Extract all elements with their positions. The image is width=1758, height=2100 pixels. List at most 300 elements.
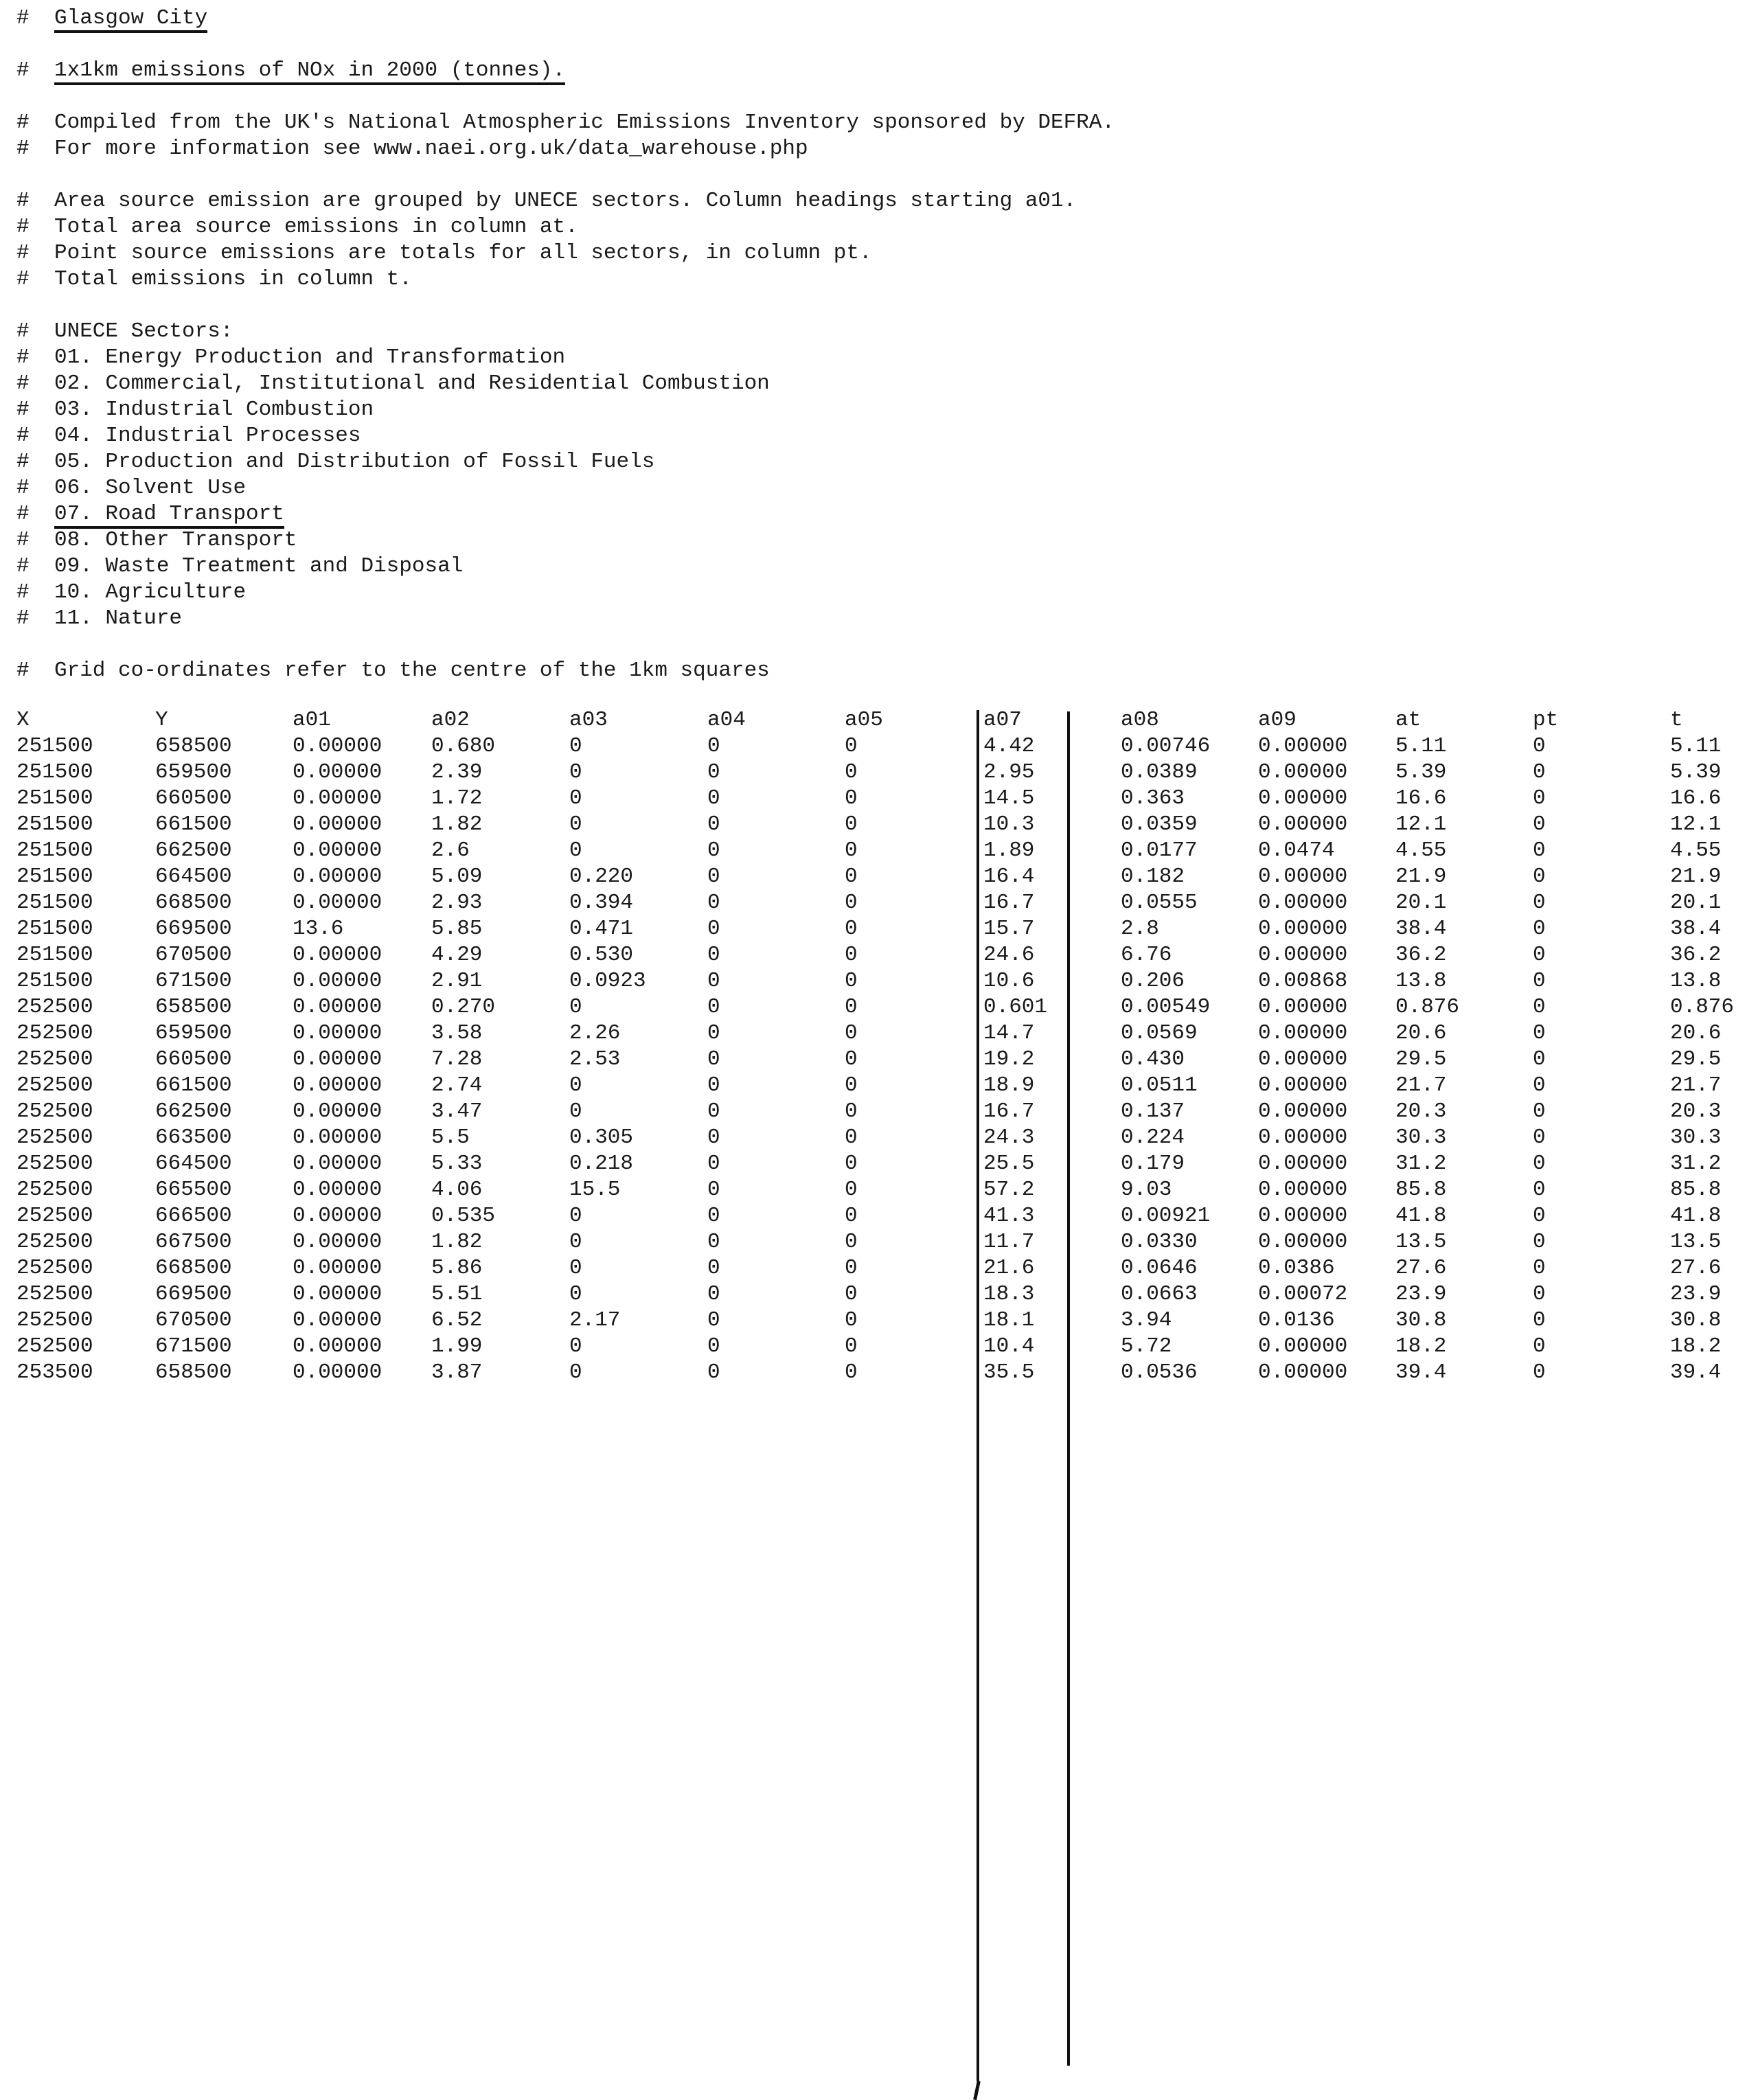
document-header bbox=[16, 5, 1747, 684]
cell-a05: 0 bbox=[845, 1099, 858, 1123]
cell-a09: 0.0474 bbox=[1258, 838, 1335, 863]
cell-a01: 0.00000 bbox=[293, 1021, 383, 1045]
column-header-a03: a03 bbox=[569, 708, 608, 732]
cell-at: 85.8 bbox=[1395, 1178, 1447, 1202]
cell-a09: 0.00000 bbox=[1258, 1021, 1348, 1045]
cell-y: 665500 bbox=[155, 1178, 232, 1202]
sector-item: 10. Agriculture bbox=[54, 580, 247, 604]
cell-y: 669500 bbox=[155, 1282, 232, 1306]
cell-a03: 0.220 bbox=[569, 865, 634, 889]
cell-y: 670500 bbox=[155, 1308, 232, 1332]
cell-a02: 5.86 bbox=[431, 1256, 483, 1280]
column-header-a01: a01 bbox=[293, 708, 331, 732]
cell-x: 251500 bbox=[16, 943, 93, 967]
table-row bbox=[16, 1020, 1747, 1047]
cell-t: 85.8 bbox=[1670, 1178, 1722, 1202]
cell-pt: 0 bbox=[1533, 838, 1546, 863]
cell-a03: 0 bbox=[569, 760, 582, 784]
cell-a03: 0 bbox=[569, 734, 582, 758]
column-header-a08: a08 bbox=[1121, 708, 1159, 732]
cell-a03: 2.17 bbox=[569, 1308, 621, 1332]
cell-x: 252500 bbox=[16, 1204, 93, 1228]
cell-at: 5.39 bbox=[1395, 760, 1447, 784]
comment-mark: # bbox=[16, 189, 30, 213]
cell-a02: 1.99 bbox=[431, 1334, 483, 1358]
cell-a04: 0 bbox=[707, 786, 720, 810]
cell-a08: 0.137 bbox=[1121, 1099, 1185, 1123]
cell-a09: 0.00000 bbox=[1258, 1178, 1348, 1202]
cell-pt: 0 bbox=[1533, 1360, 1546, 1384]
cell-y: 663500 bbox=[155, 1126, 232, 1150]
cell-a01: 0.00000 bbox=[293, 969, 383, 993]
cell-a01: 0.00000 bbox=[293, 1178, 383, 1202]
sector-item: 01. Energy Production and Transformation bbox=[54, 345, 566, 369]
note-line bbox=[16, 214, 1747, 240]
table-row bbox=[16, 1073, 1747, 1099]
cell-a02: 0.535 bbox=[431, 1204, 496, 1228]
cell-a09: 0.00000 bbox=[1258, 786, 1348, 810]
cell-a07: 11.7 bbox=[983, 1230, 1035, 1254]
cell-a07: 35.5 bbox=[983, 1360, 1035, 1384]
comment-mark: # bbox=[16, 267, 30, 291]
comment-mark: # bbox=[16, 424, 30, 448]
cell-a03: 0 bbox=[569, 1230, 582, 1254]
cell-a04: 0 bbox=[707, 734, 720, 758]
cell-a05: 0 bbox=[845, 1178, 858, 1202]
cell-y: 667500 bbox=[155, 1230, 232, 1254]
cell-a07: 2.95 bbox=[983, 760, 1035, 784]
cell-a09: 0.00000 bbox=[1258, 995, 1348, 1019]
comment-mark: # bbox=[16, 476, 30, 500]
cell-t: 5.39 bbox=[1670, 760, 1722, 784]
column-header-a05: a05 bbox=[845, 708, 883, 732]
cell-a09: 0.00000 bbox=[1258, 1334, 1348, 1358]
cell-t: 30.3 bbox=[1670, 1126, 1722, 1150]
cell-x: 252500 bbox=[16, 1099, 93, 1123]
sector-line bbox=[16, 345, 1747, 371]
cell-a09: 0.00000 bbox=[1258, 1047, 1348, 1071]
document-title: 1x1km emissions of NOx in 2000 (tonnes). bbox=[54, 60, 565, 85]
cell-a03: 2.53 bbox=[569, 1047, 621, 1071]
sector-item: 06. Solvent Use bbox=[54, 476, 247, 500]
cell-at: 23.9 bbox=[1395, 1282, 1447, 1306]
cell-y: 668500 bbox=[155, 1256, 232, 1280]
cell-t: 4.55 bbox=[1670, 838, 1722, 863]
cell-y: 666500 bbox=[155, 1204, 232, 1228]
cell-a02: 5.33 bbox=[431, 1152, 483, 1176]
cell-a09: 0.00000 bbox=[1258, 865, 1348, 889]
cell-a07: 24.6 bbox=[983, 943, 1035, 967]
cell-a09: 0.00000 bbox=[1258, 917, 1348, 941]
comment-mark: # bbox=[16, 319, 30, 343]
cell-at: 38.4 bbox=[1395, 917, 1447, 941]
note-line bbox=[16, 188, 1747, 214]
sector-line bbox=[16, 501, 1747, 527]
column-header-a02: a02 bbox=[431, 708, 470, 732]
cell-x: 252500 bbox=[16, 1152, 93, 1176]
cell-a04: 0 bbox=[707, 1230, 720, 1254]
sector-line bbox=[16, 606, 1747, 632]
cell-a03: 0 bbox=[569, 1073, 582, 1097]
cell-t: 5.11 bbox=[1670, 734, 1722, 758]
cell-t: 38.4 bbox=[1670, 917, 1722, 941]
table-row bbox=[16, 1308, 1747, 1334]
cell-pt: 0 bbox=[1533, 812, 1546, 836]
cell-a07: 0.601 bbox=[983, 995, 1048, 1019]
cell-a02: 2.74 bbox=[431, 1073, 483, 1097]
sector-item: 09. Waste Treatment and Disposal bbox=[54, 554, 464, 578]
cell-a07: 19.2 bbox=[983, 1047, 1035, 1071]
cell-a05: 0 bbox=[845, 1282, 858, 1306]
source-line bbox=[16, 136, 1747, 162]
cell-a03: 2.26 bbox=[569, 1021, 621, 1045]
cell-pt: 0 bbox=[1533, 734, 1546, 758]
cell-a07: 57.2 bbox=[983, 1178, 1035, 1202]
cell-a09: 0.0136 bbox=[1258, 1308, 1335, 1332]
cell-a07: 16.7 bbox=[983, 891, 1035, 915]
cell-y: 658500 bbox=[155, 995, 232, 1019]
cell-y: 658500 bbox=[155, 734, 232, 758]
cell-at: 20.1 bbox=[1395, 891, 1447, 915]
cell-x: 252500 bbox=[16, 1334, 93, 1358]
cell-a07: 14.7 bbox=[983, 1021, 1035, 1045]
cell-t: 16.6 bbox=[1670, 786, 1722, 810]
cell-a05: 0 bbox=[845, 838, 858, 863]
cell-a08: 0.0663 bbox=[1121, 1282, 1198, 1306]
note-text: Point source emissions are totals for all sectors, in column pt. bbox=[54, 241, 872, 265]
cell-t: 20.6 bbox=[1670, 1021, 1722, 1045]
cell-pt: 0 bbox=[1533, 865, 1546, 889]
cell-a03: 0 bbox=[569, 1204, 582, 1228]
cell-a08: 0.0536 bbox=[1121, 1360, 1198, 1384]
cell-a09: 0.00000 bbox=[1258, 1152, 1348, 1176]
cell-a07: 1.89 bbox=[983, 838, 1035, 863]
cell-a01: 0.00000 bbox=[293, 734, 383, 758]
cell-t: 36.2 bbox=[1670, 943, 1722, 967]
table-row bbox=[16, 1229, 1747, 1255]
cell-a09: 0.00000 bbox=[1258, 1230, 1348, 1254]
cell-at: 13.8 bbox=[1395, 969, 1447, 993]
cell-t: 20.1 bbox=[1670, 891, 1722, 915]
comment-mark: # bbox=[16, 659, 30, 683]
cell-at: 36.2 bbox=[1395, 943, 1447, 967]
cell-a08: 0.0511 bbox=[1121, 1073, 1198, 1097]
cell-a02: 1.72 bbox=[431, 786, 483, 810]
sector-item: 03. Industrial Combustion bbox=[54, 398, 374, 422]
source-line bbox=[16, 110, 1747, 136]
sector-item: 05. Production and Distribution of Fossil Fuels bbox=[54, 450, 655, 474]
cell-a05: 0 bbox=[845, 1021, 858, 1045]
cell-t: 31.2 bbox=[1670, 1152, 1722, 1176]
cell-y: 664500 bbox=[155, 865, 232, 889]
cell-a04: 0 bbox=[707, 1360, 720, 1384]
table-row bbox=[16, 1177, 1747, 1203]
cell-at: 31.2 bbox=[1395, 1152, 1447, 1176]
table-row bbox=[16, 786, 1747, 812]
cell-a08: 0.00746 bbox=[1121, 734, 1211, 758]
cell-a04: 0 bbox=[707, 1047, 720, 1071]
cell-a08: 0.430 bbox=[1121, 1047, 1185, 1071]
cell-a03: 0 bbox=[569, 1256, 582, 1280]
title-line bbox=[16, 58, 1747, 84]
cell-a08: 3.94 bbox=[1121, 1308, 1172, 1332]
sectors-heading: UNECE Sectors: bbox=[54, 319, 233, 343]
cell-a04: 0 bbox=[707, 1334, 720, 1358]
a07-column-marker-right bbox=[1067, 711, 1070, 2066]
cell-x: 252500 bbox=[16, 1073, 93, 1097]
cell-a02: 3.47 bbox=[431, 1099, 483, 1123]
cell-pt: 0 bbox=[1533, 917, 1546, 941]
cell-x: 252500 bbox=[16, 1282, 93, 1306]
cell-a07: 16.4 bbox=[983, 865, 1035, 889]
cell-a02: 5.51 bbox=[431, 1282, 483, 1306]
city-name: Glasgow City bbox=[54, 8, 207, 33]
cell-a05: 0 bbox=[845, 917, 858, 941]
cell-x: 251500 bbox=[16, 865, 93, 889]
cell-at: 29.5 bbox=[1395, 1047, 1447, 1071]
cell-y: 659500 bbox=[155, 760, 232, 784]
sector-line bbox=[16, 449, 1747, 475]
cell-a02: 2.6 bbox=[431, 838, 470, 863]
cell-a05: 0 bbox=[845, 943, 858, 967]
note-text: Total area source emissions in column at. bbox=[54, 215, 578, 239]
cell-a05: 0 bbox=[845, 1256, 858, 1280]
sector-line bbox=[16, 371, 1747, 397]
cell-a08: 5.72 bbox=[1121, 1334, 1172, 1358]
cell-pt: 0 bbox=[1533, 1021, 1546, 1045]
cell-y: 660500 bbox=[155, 786, 232, 810]
sector-item: 11. Nature bbox=[54, 606, 183, 630]
cell-y: 670500 bbox=[155, 943, 232, 967]
sector-item: 02. Commercial, Institutional and Residential Combustion bbox=[54, 372, 770, 396]
cell-a09: 0.00000 bbox=[1258, 1073, 1348, 1097]
cell-a07: 18.1 bbox=[983, 1308, 1035, 1332]
cell-a04: 0 bbox=[707, 1152, 720, 1176]
note-text: Total emissions in column t. bbox=[54, 267, 412, 291]
cell-a04: 0 bbox=[707, 1178, 720, 1202]
cell-a09: 0.00000 bbox=[1258, 1099, 1348, 1123]
cell-a01: 0.00000 bbox=[293, 1099, 383, 1123]
comment-mark: # bbox=[16, 58, 30, 82]
cell-at: 21.9 bbox=[1395, 865, 1447, 889]
cell-a04: 0 bbox=[707, 812, 720, 836]
cell-a05: 0 bbox=[845, 1204, 858, 1228]
cell-a02: 5.5 bbox=[431, 1126, 470, 1150]
cell-a09: 0.00000 bbox=[1258, 812, 1348, 836]
cell-at: 0.876 bbox=[1395, 995, 1460, 1019]
table-row bbox=[16, 1151, 1747, 1177]
cell-a07: 10.6 bbox=[983, 969, 1035, 993]
cell-t: 21.9 bbox=[1670, 865, 1722, 889]
cell-pt: 0 bbox=[1533, 1152, 1546, 1176]
comment-mark: # bbox=[16, 580, 30, 604]
cell-a04: 0 bbox=[707, 1308, 720, 1332]
cell-a03: 0.471 bbox=[569, 917, 634, 941]
cell-at: 20.3 bbox=[1395, 1099, 1447, 1123]
table-row bbox=[16, 942, 1747, 968]
cell-at: 4.55 bbox=[1395, 838, 1447, 863]
table-row bbox=[16, 838, 1747, 864]
cell-pt: 0 bbox=[1533, 969, 1546, 993]
cell-a03: 0.530 bbox=[569, 943, 634, 967]
cell-a01: 0.00000 bbox=[293, 1204, 383, 1228]
cell-x: 251500 bbox=[16, 969, 93, 993]
cell-pt: 0 bbox=[1533, 1204, 1546, 1228]
comment-mark: # bbox=[16, 137, 30, 161]
comment-mark: # bbox=[16, 215, 30, 239]
cell-a04: 0 bbox=[707, 838, 720, 863]
cell-a08: 0.0389 bbox=[1121, 760, 1198, 784]
cell-a09: 0.00000 bbox=[1258, 891, 1348, 915]
cell-a09: 0.00000 bbox=[1258, 760, 1348, 784]
cell-a01: 0.00000 bbox=[293, 1230, 383, 1254]
cell-t: 21.7 bbox=[1670, 1073, 1722, 1097]
cell-a01: 0.00000 bbox=[293, 1126, 383, 1150]
cell-a04: 0 bbox=[707, 891, 720, 915]
cell-a04: 0 bbox=[707, 917, 720, 941]
cell-t: 13.8 bbox=[1670, 969, 1722, 993]
cell-y: 659500 bbox=[155, 1021, 232, 1045]
cell-a02: 4.29 bbox=[431, 943, 483, 967]
cell-a04: 0 bbox=[707, 1282, 720, 1306]
sector-item-highlighted: 07. Road Transport bbox=[54, 504, 284, 529]
table-row bbox=[16, 890, 1747, 916]
cell-t: 13.5 bbox=[1670, 1230, 1722, 1254]
table-row bbox=[16, 1281, 1747, 1308]
sector-line bbox=[16, 423, 1747, 449]
cell-a04: 0 bbox=[707, 995, 720, 1019]
cell-pt: 0 bbox=[1533, 1099, 1546, 1123]
grid-note-line bbox=[16, 658, 1747, 684]
cell-y: 668500 bbox=[155, 891, 232, 915]
cell-a04: 0 bbox=[707, 865, 720, 889]
cell-a02: 5.09 bbox=[431, 865, 483, 889]
cell-a05: 0 bbox=[845, 1152, 858, 1176]
cell-a02: 4.06 bbox=[431, 1178, 483, 1202]
cell-a01: 0.00000 bbox=[293, 943, 383, 967]
cell-a09: 0.00000 bbox=[1258, 1126, 1348, 1150]
cell-a04: 0 bbox=[707, 969, 720, 993]
cell-a07: 21.6 bbox=[983, 1256, 1035, 1280]
cell-a08: 2.8 bbox=[1121, 917, 1159, 941]
cell-a05: 0 bbox=[845, 1126, 858, 1150]
cell-a08: 6.76 bbox=[1121, 943, 1172, 967]
cell-at: 18.2 bbox=[1395, 1334, 1447, 1358]
cell-a01: 0.00000 bbox=[293, 786, 383, 810]
cell-pt: 0 bbox=[1533, 1256, 1546, 1280]
cell-at: 20.6 bbox=[1395, 1021, 1447, 1045]
cell-t: 20.3 bbox=[1670, 1099, 1722, 1123]
cell-a08: 0.00549 bbox=[1121, 995, 1211, 1019]
note-line bbox=[16, 240, 1747, 266]
cell-at: 27.6 bbox=[1395, 1256, 1447, 1280]
cell-x: 251500 bbox=[16, 891, 93, 915]
cell-a05: 0 bbox=[845, 1334, 858, 1358]
cell-x: 251500 bbox=[16, 760, 93, 784]
cell-a04: 0 bbox=[707, 1073, 720, 1097]
cell-a05: 0 bbox=[845, 969, 858, 993]
cell-a08: 0.182 bbox=[1121, 865, 1185, 889]
cell-t: 27.6 bbox=[1670, 1256, 1722, 1280]
comment-mark: # bbox=[16, 502, 30, 526]
cell-at: 5.11 bbox=[1395, 734, 1447, 758]
sector-item: 04. Industrial Processes bbox=[54, 424, 361, 448]
cell-a09: 0.00000 bbox=[1258, 734, 1348, 758]
cell-a08: 0.0555 bbox=[1121, 891, 1198, 915]
table-row bbox=[16, 1125, 1747, 1151]
column-header-pt: pt bbox=[1533, 708, 1559, 732]
cell-a07: 24.3 bbox=[983, 1126, 1035, 1150]
cell-a03: 0 bbox=[569, 1334, 582, 1358]
cell-a08: 0.224 bbox=[1121, 1126, 1185, 1150]
cell-a04: 0 bbox=[707, 943, 720, 967]
note-text: Area source emission are grouped by UNECE sectors. Column headings starting a01. bbox=[54, 189, 1077, 213]
cell-t: 39.4 bbox=[1670, 1360, 1722, 1384]
cell-at: 39.4 bbox=[1395, 1360, 1447, 1384]
city-line bbox=[16, 5, 1747, 32]
cell-a08: 0.00921 bbox=[1121, 1204, 1211, 1228]
cell-a08: 0.179 bbox=[1121, 1152, 1185, 1176]
cell-a07: 16.7 bbox=[983, 1099, 1035, 1123]
table-header-row bbox=[16, 707, 1747, 733]
cell-a01: 0.00000 bbox=[293, 995, 383, 1019]
cell-a03: 0.305 bbox=[569, 1126, 634, 1150]
cell-a02: 2.93 bbox=[431, 891, 483, 915]
cell-at: 30.8 bbox=[1395, 1308, 1447, 1332]
cell-a08: 0.0359 bbox=[1121, 812, 1198, 836]
table-row bbox=[16, 864, 1747, 890]
cell-t: 23.9 bbox=[1670, 1282, 1722, 1306]
cell-a07: 41.3 bbox=[983, 1204, 1035, 1228]
cell-a05: 0 bbox=[845, 995, 858, 1019]
comment-mark: # bbox=[16, 450, 30, 474]
cell-a01: 0.00000 bbox=[293, 1073, 383, 1097]
cell-a05: 0 bbox=[845, 1360, 858, 1384]
cell-a05: 0 bbox=[845, 734, 858, 758]
cell-a02: 3.58 bbox=[431, 1021, 483, 1045]
comment-mark: # bbox=[16, 111, 30, 135]
cell-a07: 25.5 bbox=[983, 1152, 1035, 1176]
cell-y: 660500 bbox=[155, 1047, 232, 1071]
cell-a03: 15.5 bbox=[569, 1178, 621, 1202]
cell-a07: 18.3 bbox=[983, 1282, 1035, 1306]
cell-a01: 0.00000 bbox=[293, 1282, 383, 1306]
cell-x: 252500 bbox=[16, 1021, 93, 1045]
cell-x: 251500 bbox=[16, 734, 93, 758]
cell-y: 662500 bbox=[155, 1099, 232, 1123]
cell-a02: 6.52 bbox=[431, 1308, 483, 1332]
cell-a05: 0 bbox=[845, 786, 858, 810]
cell-pt: 0 bbox=[1533, 943, 1546, 967]
cell-pt: 0 bbox=[1533, 891, 1546, 915]
sectors-heading-line bbox=[16, 319, 1747, 345]
cell-a02: 0.680 bbox=[431, 734, 496, 758]
table-row bbox=[16, 733, 1747, 760]
cell-a04: 0 bbox=[707, 1256, 720, 1280]
cell-pt: 0 bbox=[1533, 1230, 1546, 1254]
sector-line bbox=[16, 397, 1747, 423]
cell-x: 252500 bbox=[16, 1178, 93, 1202]
table-row bbox=[16, 1203, 1747, 1229]
note-line bbox=[16, 266, 1747, 293]
cell-a04: 0 bbox=[707, 1204, 720, 1228]
cell-a03: 0.218 bbox=[569, 1152, 634, 1176]
a07-column-marker-left bbox=[977, 710, 979, 2081]
column-header-t: t bbox=[1670, 708, 1683, 732]
cell-x: 252500 bbox=[16, 1047, 93, 1071]
cell-a01: 0.00000 bbox=[293, 865, 383, 889]
cell-x: 251500 bbox=[16, 812, 93, 836]
